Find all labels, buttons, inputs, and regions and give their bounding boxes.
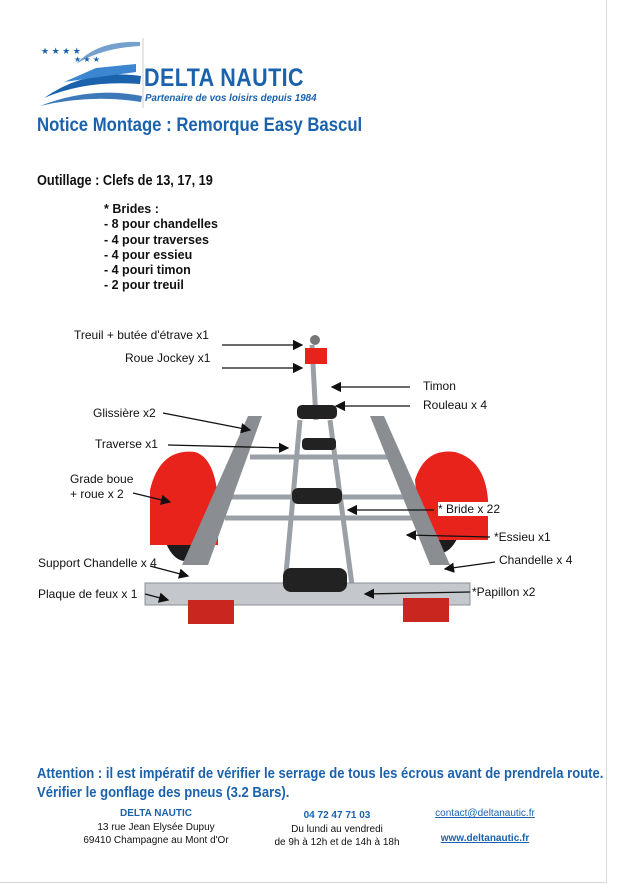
brides-heading: * Brides : <box>104 202 159 216</box>
footer-website-link[interactable]: www.deltanautic.fr <box>440 832 530 844</box>
footer-email-link[interactable]: contact@deltanautic.fr <box>435 808 535 819</box>
footer-links <box>425 807 545 845</box>
label-bride: * Bride x 22 <box>438 502 501 516</box>
winch-stop <box>305 348 327 364</box>
label-rouleau: Rouleau x 4 <box>423 398 488 412</box>
left-rear-light <box>188 600 234 624</box>
warning-line-1: Attention : il est impératif de vérifier le serrage de tous les écrous avant de prendrela route. <box>37 766 604 782</box>
label-essieu: *Essieu x1 <box>494 530 551 544</box>
label-chandelle: Chandelle x 4 <box>499 553 573 567</box>
footer-address <box>76 807 236 848</box>
warning-block <box>37 765 603 803</box>
arrow-glissiere <box>163 413 250 430</box>
brides-item: - 4 pour traverses <box>104 232 209 247</box>
label-glissiere: Glissière x2 <box>93 406 156 420</box>
tools-line: Outillage : Clefs de 13, 17, 19 <box>37 173 213 189</box>
roller <box>297 405 337 419</box>
label-timon: Timon <box>423 379 456 393</box>
footer-address-1: 13 rue Jean Elysée Dupuy <box>97 821 215 833</box>
logo-stars-2: ★ ★ ★ <box>74 55 100 64</box>
footer-hours-1: Du lundi au vendredi <box>291 823 383 835</box>
label-papillon: *Papillon x2 <box>472 585 536 599</box>
label-roue-jockey: Roue Jockey x1 <box>125 351 211 365</box>
roller <box>292 488 342 504</box>
brand-name: DELTA NAUTIC <box>144 64 305 92</box>
arrow-chandelle <box>445 562 495 569</box>
arrow-traverse <box>168 445 288 448</box>
roller <box>302 438 336 450</box>
roller <box>283 568 347 592</box>
document-title: Notice Montage : Remorque Easy Bascul <box>37 115 363 136</box>
winch <box>310 335 320 345</box>
footer-phone: 04 72 47 71 03 <box>303 810 371 821</box>
label-traverse: Traverse x1 <box>95 437 158 451</box>
logo-wave-2 <box>40 93 142 106</box>
brides-list <box>104 202 218 294</box>
label-grade-boue-1: Grade boue <box>70 472 134 486</box>
logo-stars: ★ ★ ★ ★ <box>41 46 81 56</box>
label-plaque-feux: Plaque de feux x 1 <box>38 587 138 601</box>
footer-address-2: 69410 Champagne au Mont d'Or <box>83 835 229 846</box>
label-treuil: Treuil + butée d'étrave x1 <box>74 328 209 342</box>
brides-item: - 8 pour chandelles <box>104 217 218 232</box>
brand-tagline: Partenaire de vos loisirs depuis 1984 <box>145 92 317 104</box>
footer-spacer <box>425 821 545 832</box>
label-grade-boue-2: + roue x 2 <box>70 487 124 501</box>
brides-item: - 4 pouri timon <box>104 263 191 278</box>
warning-line-2: Vérifier le gonflage des pneus (3.2 Bars). <box>37 785 290 801</box>
right-rear-light <box>403 598 449 622</box>
brides-item: - 2 pour treuil <box>104 278 184 293</box>
footer-contact-hours <box>262 809 412 850</box>
label-support-chandelle: Support Chandelle x 4 <box>38 556 157 570</box>
brides-item: - 4 pour essieu <box>104 247 193 262</box>
footer-company: DELTA NAUTIC <box>119 808 193 819</box>
footer-hours-2: de 9h à 12h et de 14h à 18h <box>274 837 400 848</box>
